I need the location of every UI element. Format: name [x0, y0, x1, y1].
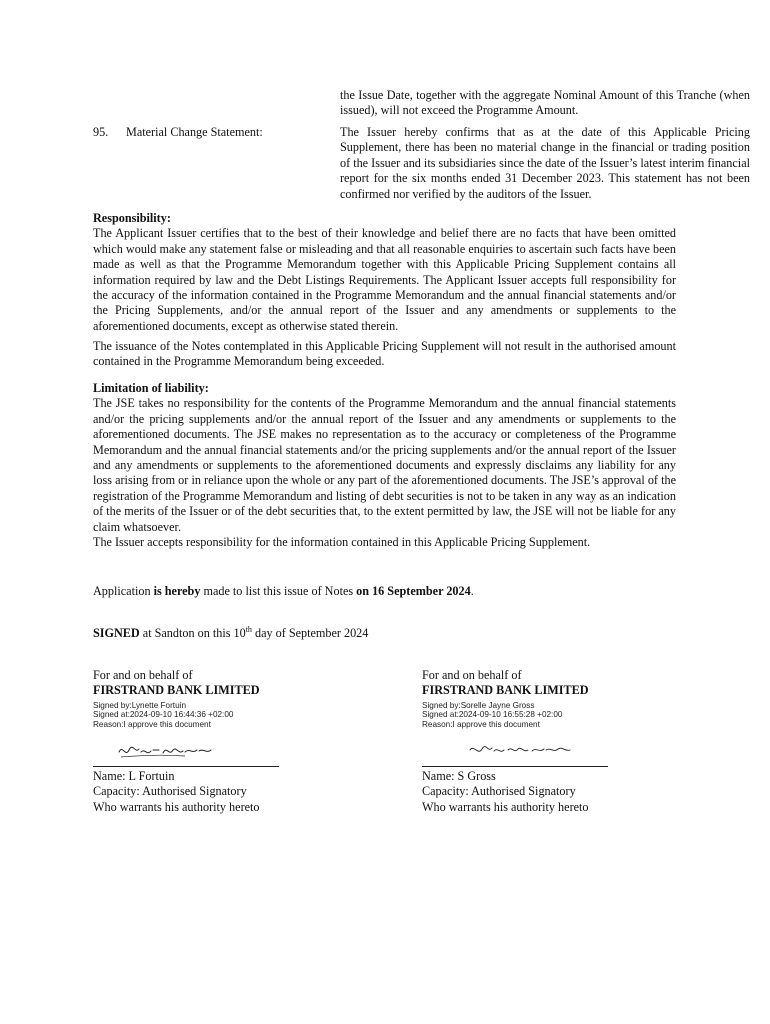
- signed-text-1: at Sandton on this 10: [139, 626, 246, 640]
- for-behalf-label: For and on behalf of: [422, 668, 522, 682]
- signed-label: SIGNED: [93, 626, 140, 640]
- accepts-paragraph: The Issuer accepts responsibility for the information contained in this Applicable Pricing Supplement.: [93, 535, 591, 549]
- signed-suffix: th: [245, 624, 252, 634]
- signatory-name: Name: L Fortuin: [93, 769, 175, 783]
- item-number: 95.: [93, 125, 109, 139]
- signatory-block-right: [422, 668, 682, 815]
- application-text-3: .: [470, 584, 474, 598]
- for-behalf-label: For and on behalf of: [93, 668, 193, 682]
- digital-signature-info: [93, 701, 353, 730]
- material-change-statement: The Issuer hereby confirms that as at the date of this Applicable Pricing Supplement, there has been no material change in the financial or trading position of the Issuer and its subsidiaries since the date of the Issuer’s latest interim financial report for the six months ended 31 December 2023. This statement has not been confirmed nor verified by the auditors of the Issuer.: [340, 125, 750, 201]
- application-statement: [93, 584, 676, 599]
- continuation-paragraph: the Issue Date, together with the aggregate Nominal Amount of this Tranche (when issued), will not exceed the Programme Amount.: [340, 88, 750, 118]
- bank-name: FIRSTRAND BANK LIMITED: [93, 683, 260, 698]
- signatory-name: Name: S Gross: [422, 769, 496, 783]
- digital-signature-info: [422, 701, 682, 730]
- signatory-block-left: [93, 668, 353, 815]
- responsibility-heading: Responsibility:: [93, 211, 171, 225]
- application-text-1: Application: [93, 584, 154, 598]
- signature-line: [93, 766, 279, 767]
- handwritten-signature-icon: [115, 738, 215, 762]
- signatory-warrants: Who warrants his authority hereto: [93, 799, 260, 814]
- responsibility-section: [93, 211, 676, 334]
- signature-reason: Reason:I approve this document: [422, 720, 540, 729]
- signature-line: [422, 766, 608, 767]
- signed-statement: [93, 626, 676, 641]
- signatory-capacity: Capacity: Authorised Signatory: [93, 784, 247, 799]
- application-date: on 16 September 2024: [356, 584, 471, 598]
- signed-by: Signed by:Lynette Fortuin: [93, 700, 187, 710]
- application-bold-1: is hereby: [153, 584, 201, 598]
- bank-name: FIRSTRAND BANK LIMITED: [422, 683, 589, 698]
- responsibility-text: The Applicant Issuer certifies that to the best of their knowledge and belief there are no facts that have been omitted which would make any statement false or misleading and that all reasonable enquiries to ascertain such facts have been made as well as that the Programme Memorandum together with this Applicable Pricing Supplement contains all information required by law and the Debt Listings Requirements. The Applicant Issuer accepts full responsibility for the accuracy of the information contained in the Programme Memorandum and the annual financial statements and/or the Pricing Supplements, and/or the annual report of the Issuer and any amendments or supplements to the aforementioned documents, except as otherwise stated therein.: [93, 226, 676, 333]
- item-label: Material Change Statement:: [126, 125, 263, 139]
- limitation-section: [93, 381, 676, 535]
- signature-reason: Reason:I approve this document: [93, 720, 211, 729]
- signatory-capacity: Capacity: Authorised Signatory: [422, 784, 576, 799]
- signed-text-2: day of September 2024: [251, 626, 369, 640]
- signatory-warrants: Who warrants his authority hereto: [422, 799, 589, 814]
- signed-at: Signed at:2024-09-10 16:44:36 +02:00: [93, 710, 234, 720]
- issuance-paragraph: The issuance of the Notes contemplated in this Applicable Pricing Supplement will not result in the authorised amount contained in the Programme Memorandum being exceeded.: [93, 339, 676, 369]
- signed-at: Signed at:2024-09-10 16:55:28 +02:00: [422, 710, 563, 720]
- signed-by: Signed by:Sorelle Jayne Gross: [422, 700, 535, 710]
- limitation-heading: Limitation of liability:: [93, 381, 209, 395]
- application-text-2: made to list this issue of Notes: [200, 584, 357, 598]
- limitation-text: The JSE takes no responsibility for the contents of the Programme Memorandum and the annual financial statements and/or the pricing supplements and/or the annual report of the Issuer and any amendments or supplements to the aforementioned documents. The JSE makes no representation as to the accuracy or completeness of the Programme Memorandum and the annual financial statements and/or the pricing supplements and/or the annual report of the Issuer and any amendments or supplements to the aforementioned documents and expressly disclaims any liability for any loss arising from or in reliance upon the whole or any part of the aforementioned documents. The JSE’s approval of the registration of the Programme Memorandum and listing of debt securities is not to be taken in any way as an indication of the merits of the Issuer or of the debt securities that, to the extent permitted by law, the JSE will not be liable for any claim whatsoever.: [93, 396, 676, 534]
- handwritten-signature-icon: [466, 738, 576, 762]
